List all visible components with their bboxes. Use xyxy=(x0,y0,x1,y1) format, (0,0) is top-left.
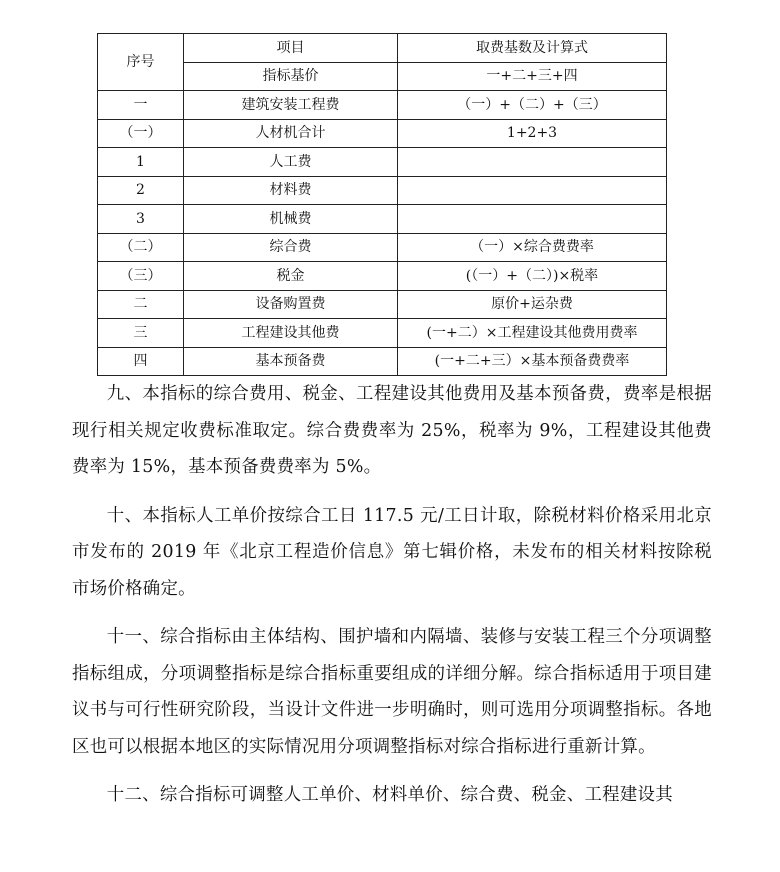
row-seq: 三 xyxy=(98,319,184,348)
header-item: 项目 xyxy=(184,34,398,63)
fee-calculation-table xyxy=(97,33,667,376)
row-base: 1+2+3 xyxy=(398,119,667,148)
header-seq: 序号 xyxy=(98,34,184,91)
row-seq: （一） xyxy=(98,119,184,148)
table-header-row xyxy=(98,34,667,63)
header-base: 取费基数及计算式 xyxy=(398,34,667,63)
paragraph: 九、本指标的综合费用、税金、工程建设其他费用及基本预备费，费率是根据现行相关规定收费标准取定。综合费费率为 25%，税率为 9%，工程建设其他费费率为 15%，基本预备费费率为 5%。 xyxy=(72,384,712,477)
table-row xyxy=(98,347,667,376)
row-seq: （二） xyxy=(98,233,184,262)
row-base: （一）+（二）+（三） xyxy=(398,91,667,120)
row-base: 原价+运杂费 xyxy=(398,290,667,319)
row-base: （一）×综合费费率 xyxy=(398,233,667,262)
row-seq: 四 xyxy=(98,347,184,376)
row-item: 材料费 xyxy=(184,176,398,205)
row-base xyxy=(398,205,667,234)
table-row xyxy=(98,119,667,148)
row-base xyxy=(398,176,667,205)
row-seq: 3 xyxy=(98,205,184,234)
row-seq: （三） xyxy=(98,262,184,291)
row-base xyxy=(398,148,667,177)
row-seq: 一 xyxy=(98,91,184,120)
row-base: (（一）+（二）)×税率 xyxy=(398,262,667,291)
row-item: 税金 xyxy=(184,262,398,291)
subheader-item: 指标基价 xyxy=(184,62,398,91)
row-item: 综合费 xyxy=(184,233,398,262)
row-base: (一+二）×工程建设其他费用费率 xyxy=(398,319,667,348)
table-row xyxy=(98,233,667,262)
body-text xyxy=(72,376,712,826)
row-base: (一+二+三）×基本预备费费率 xyxy=(398,347,667,376)
table-row xyxy=(98,319,667,348)
row-item: 人材机合计 xyxy=(184,119,398,148)
table-subheader-row xyxy=(98,62,667,91)
subheader-base: 一+二+三+四 xyxy=(398,62,667,91)
row-seq: 二 xyxy=(98,290,184,319)
row-item: 工程建设其他费 xyxy=(184,319,398,348)
row-seq: 2 xyxy=(98,176,184,205)
row-item: 设备购置费 xyxy=(184,290,398,319)
row-item: 基本预备费 xyxy=(184,347,398,376)
row-item: 人工费 xyxy=(184,148,398,177)
row-seq: 1 xyxy=(98,148,184,177)
table-row xyxy=(98,148,667,177)
paragraph: 十、本指标人工单价按综合工日 117.5 元/工日计取，除税材料价格采用北京市发布的 2019 年《北京工程造价信息》第七辑价格，未发布的相关材料按除税市场价格确定。 xyxy=(72,505,712,599)
table-row xyxy=(98,205,667,234)
paragraph: 十一、综合指标由主体结构、围护墙和内隔墙、装修与安装工程三个分项调整指标组成，分项调整指标是综合指标重要组成的详细分解。综合指标适用于项目建议书与可行性研究阶段，当设计文件进一步明确时，则可选用分项调整指标。各地区也可以根据本地区的实际情况用分项调整指标对综合指标进行重新计算。 xyxy=(72,627,712,757)
table-row xyxy=(98,290,667,319)
table-row xyxy=(98,262,667,291)
table-row xyxy=(98,176,667,205)
table-row xyxy=(98,91,667,120)
row-item: 机械费 xyxy=(184,205,398,234)
row-item: 建筑安装工程费 xyxy=(184,91,398,120)
paragraph: 十二、综合指标可调整人工单价、材料单价、综合费、税金、工程建设其 xyxy=(106,785,673,805)
